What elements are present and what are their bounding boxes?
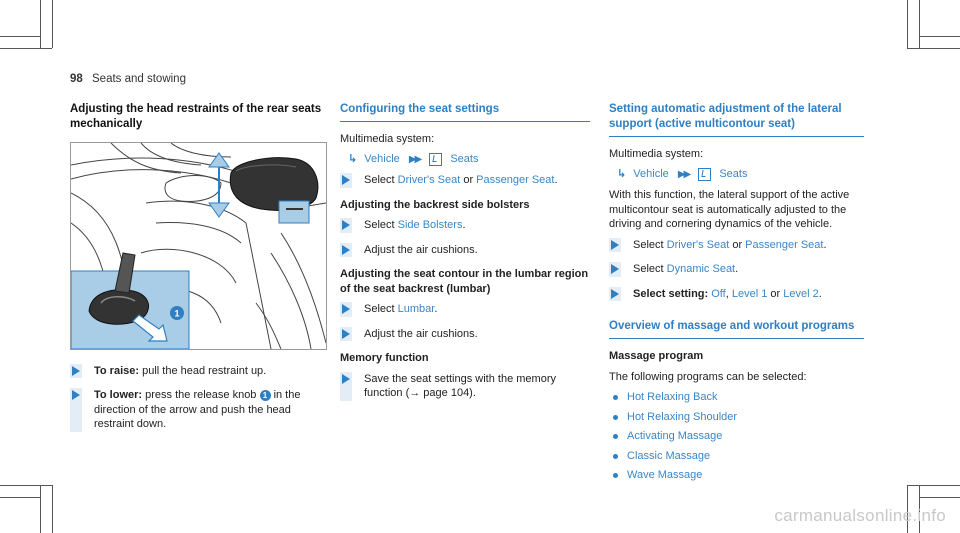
- step-text: or: [732, 238, 743, 251]
- page-number: 98: [70, 73, 83, 85]
- list-item[interactable]: Hot Relaxing Shoulder: [609, 410, 864, 425]
- double-chevron-icon: ▶▶: [408, 154, 421, 166]
- crop-mark: [40, 485, 41, 533]
- intro-text: The following programs can be selected:: [609, 370, 807, 383]
- step-label: To raise:: [94, 364, 140, 377]
- step-arrow-icon: [342, 245, 350, 255]
- step-arrow-icon: [611, 240, 619, 250]
- option-level-2[interactable]: Level 2: [783, 287, 819, 300]
- option-passenger-seat[interactable]: Passenger Seat: [745, 238, 824, 251]
- double-chevron-icon: ▶▶: [677, 169, 690, 181]
- step-adjust-air: [340, 243, 590, 258]
- option-side-bolsters[interactable]: Side Bolsters: [397, 219, 463, 232]
- menu-item-seats[interactable]: Seats: [719, 168, 748, 181]
- step-text: .: [554, 174, 558, 187]
- crop-mark: [907, 485, 960, 486]
- option-lumbar[interactable]: Lumbar: [397, 303, 435, 316]
- step-arrow-icon: [611, 289, 619, 299]
- step-arrow-icon: [342, 304, 350, 314]
- subheading-memory: Memory function: [340, 352, 429, 365]
- crop-mark: [919, 36, 960, 37]
- menu-item-vehicle[interactable]: Vehicle: [364, 153, 400, 166]
- step-raise: [70, 364, 325, 379]
- section-heading-overview: Overview of massage and workout programs: [609, 319, 864, 339]
- subheading-massage: Massage program: [609, 350, 704, 363]
- step-text: .: [735, 263, 739, 276]
- menu-item-seats[interactable]: Seats: [450, 153, 479, 166]
- step-text: or: [770, 287, 781, 300]
- step-select-lumbar: [340, 302, 590, 317]
- section-heading: Configuring the seat settings: [340, 102, 590, 122]
- step-text: press the release knob: [145, 389, 257, 402]
- seat-icon: [698, 168, 711, 181]
- menu-path: [340, 152, 590, 167]
- seat-icon: [429, 153, 442, 166]
- step-text: or: [463, 174, 474, 187]
- step-text: .: [434, 303, 438, 316]
- rear-seat-drawing: [71, 143, 326, 349]
- step-text: Select: [633, 238, 664, 251]
- step-text: .: [462, 219, 466, 232]
- column-seat-settings: [340, 102, 590, 411]
- step-arrow-icon: [72, 390, 80, 400]
- menu-path: [609, 167, 864, 182]
- step-text: Select: [364, 303, 395, 316]
- step-arrow-icon: [72, 366, 80, 376]
- option-dynamic-seat[interactable]: Dynamic Seat: [666, 263, 736, 276]
- step-text: ,: [725, 287, 729, 300]
- step-select-setting: [609, 287, 864, 302]
- step-text: Select: [364, 174, 395, 187]
- return-arrow-icon: ↳: [348, 153, 358, 166]
- step-label: Select setting:: [633, 287, 709, 300]
- step-adjust-air: [340, 327, 590, 342]
- watermark: carmanualsonline.info: [774, 505, 946, 525]
- option-passenger-seat[interactable]: Passenger Seat: [476, 174, 555, 187]
- step-select-bolsters: [340, 218, 590, 233]
- intro-text: Multimedia system:: [340, 132, 435, 145]
- crop-mark: [919, 497, 960, 498]
- crop-mark: [919, 0, 920, 48]
- subheading-bolsters: Adjusting the backrest side bolsters: [340, 198, 530, 211]
- step-arrow-icon: [611, 264, 619, 274]
- step-arrow-icon: [342, 329, 350, 339]
- step-text: Select: [633, 263, 664, 276]
- step-text: Save the seat settings with the memory function (→ page 104).: [364, 372, 556, 400]
- list-item[interactable]: Hot Relaxing Back: [609, 390, 864, 405]
- list-item[interactable]: Activating Massage: [609, 429, 864, 444]
- option-level-1[interactable]: Level 1: [731, 287, 768, 300]
- step-arrow-icon: [342, 374, 350, 384]
- head-restraint-illustration: [70, 142, 327, 350]
- crop-mark: [52, 485, 53, 533]
- column-head-restraints: [70, 102, 325, 442]
- step-text: Adjust the air cushions.: [364, 327, 478, 340]
- step-text: .: [823, 238, 827, 251]
- crop-mark: [907, 48, 960, 49]
- massage-program-list: [609, 390, 864, 483]
- step-text: .: [818, 287, 822, 300]
- crop-mark: [0, 497, 40, 498]
- crop-mark: [0, 48, 52, 49]
- section-heading: Setting automatic adjustment of the lateral support (active multicontour seat): [609, 102, 864, 137]
- step-label: To lower:: [94, 389, 143, 402]
- crop-mark: [52, 0, 53, 48]
- callout-badge: 1: [260, 390, 271, 401]
- step-arrow-icon: [342, 220, 350, 230]
- subheading-lumbar: Adjusting the seat contour in the lumbar region of the seat backrest (lumbar): [340, 268, 589, 295]
- menu-item-vehicle[interactable]: Vehicle: [633, 168, 669, 181]
- step-text: Select: [364, 219, 395, 232]
- step-select-seat: [609, 238, 864, 253]
- step-text: in the direction of the arrow and push the head restraint down.: [94, 389, 301, 431]
- step-text: Adjust the air cushions.: [364, 243, 478, 256]
- crop-mark: [40, 0, 41, 48]
- step-memory: [340, 372, 590, 401]
- step-arrow-icon: [342, 175, 350, 185]
- column-lateral-support: [609, 102, 864, 488]
- list-item[interactable]: Wave Massage: [609, 468, 864, 483]
- section-title: Seats and stowing: [92, 73, 186, 85]
- crop-mark: [907, 0, 908, 48]
- section-heading: Adjusting the head restraints of the rear seats mechanically: [70, 103, 322, 130]
- figure-callout: 1: [174, 308, 180, 319]
- option-off[interactable]: Off: [711, 287, 726, 300]
- step-text: pull the head restraint up.: [142, 364, 267, 377]
- crop-mark: [0, 36, 40, 37]
- step-select-seat: [340, 173, 590, 188]
- option-drivers-seat[interactable]: Driver's Seat: [666, 238, 730, 251]
- option-drivers-seat[interactable]: Driver's Seat: [397, 174, 461, 187]
- list-item[interactable]: Classic Massage: [609, 449, 864, 464]
- page-header: [70, 72, 186, 87]
- step-select-dynamic: [609, 262, 864, 277]
- intro-text: Multimedia system:: [609, 147, 704, 160]
- step-lower: [70, 388, 325, 432]
- return-arrow-icon: ↳: [617, 168, 627, 181]
- description-text: With this function, the lateral support of the active multicontour seat is automatically adjusted to the driving and cornering dynamics of the vehicle.: [609, 189, 850, 231]
- crop-mark: [0, 485, 52, 486]
